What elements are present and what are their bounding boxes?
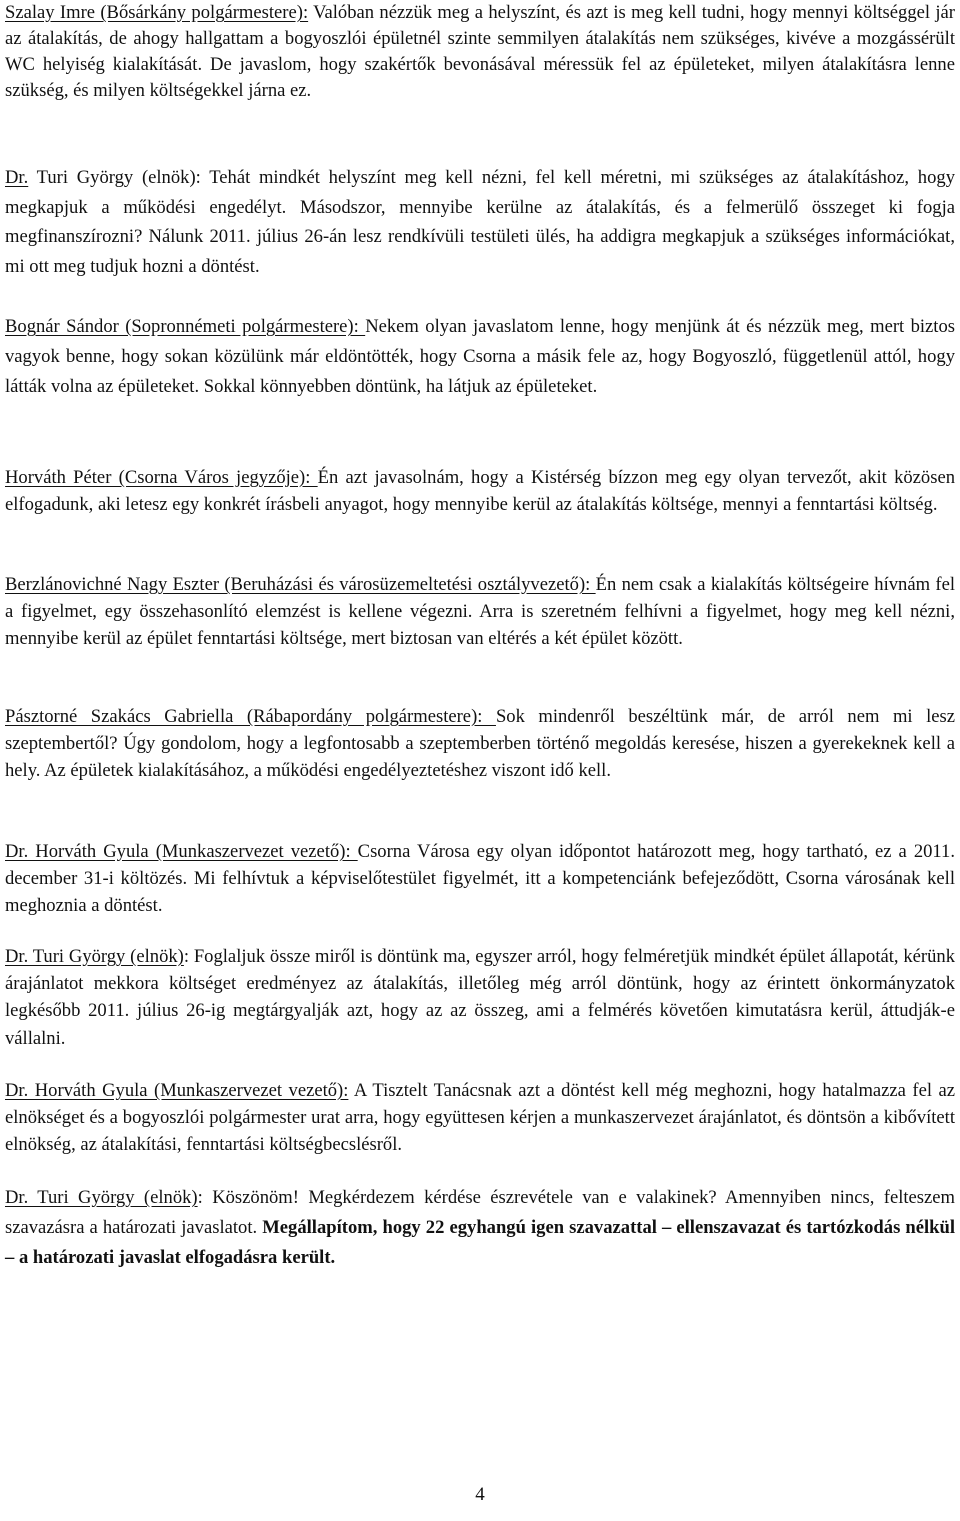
paragraph-text: Turi György (elnök): Tehát mindkét helyszínt meg kell nézni, fel kell méretni, mi szükséges az átalakításhoz, hogy megkapjuk a működési engedélyt. Másodszor, mennyibe kerülne az átalakítás, és a felmerülő összeget ki fogja megfinanszírozni? Nálunk 2011. július 26-án lesz rendkívüli testületi ülés, ha addigra megkapjuk a szükséges információkat, mi ott meg tudjuk hozni a döntést.: [5, 167, 955, 277]
speaker-name: Bognár Sándor (Sopronnémeti polgármestere):: [5, 316, 366, 337]
paragraph-turi-gyorgy-3: [5, 1183, 955, 1273]
speaker-name: Dr. Horváth Gyula (Munkaszervezet vezető):: [5, 841, 358, 862]
resolution-statement: Megállapítom, hogy 22 egyhangú igen szavazattal – ellenszavazat és tartózkodás nélkül – a határozati javaslat elfogadásra került.: [5, 1217, 955, 1268]
paragraph-horvath-peter: [5, 464, 955, 518]
speaker-name: Dr. Horváth Gyula (Munkaszervezet vezető):: [5, 1080, 349, 1101]
speaker-name: Dr.: [5, 167, 29, 188]
speaker-name: Berzlánovichné Nagy Eszter (Beruházási és városüzemeltetési osztályvezető):: [5, 574, 596, 595]
page-number: 4: [475, 1484, 485, 1505]
paragraph-text: Én azt javasolnám, hogy a Kistérség bízzon meg egy olyan tervezőt, akit közösen elfogadunk, aki letesz egy konkrét írásbeli anyagot, hogy mennyibe kerül az átalakítás költsége, mennyi a fenntartási költség.: [5, 467, 956, 516]
paragraph-text: Csorna Városa egy olyan időpontot határozott meg, hogy tartható, ez a 2011. december 31-i költözés. Mi felhívtuk a képviselőtestület figyelmét, itt a kompetenciánk befejeződött, Csorna városának kell meghoznia a döntést.: [5, 841, 955, 917]
speaker-name: Dr. Turi György (elnök): [5, 946, 184, 967]
speaker-name: Szalay Imre (Bősárkány polgármestere):: [5, 2, 309, 23]
paragraph-text: Nekem olyan javaslatom lenne, hogy menjünk át és nézzük meg, mert biztos vagyok benne, hogy sokan közülünk már eldöntötték, hogy Csorna a másik fele az, hogy Bogyoszló, függetlenül attól, hogy látták volna az épületeket. Sokkal könnyebben döntünk, ha látjuk az épületeket.: [5, 316, 955, 397]
paragraph-text: Sok mindenről beszéltünk már, de arról nem mi lesz szeptembertől? Úgy gondolom, hogy a legfontosabb a szeptemberben történő megoldás keresése, hiszen a gyerekeknek kell a hely. Az épületek kialakításához, a működési engedélyeztetéshez viszont idő kell.: [5, 706, 955, 782]
speaker-name: Dr. Turi György (elnök): [5, 1187, 198, 1208]
paragraph-horvath-gyula-1: [5, 838, 955, 920]
paragraph-pasztorne: [5, 703, 955, 785]
paragraph-turi-gyorgy-1: [5, 163, 955, 281]
speaker-name: Horváth Péter (Csorna Város jegyzője):: [5, 467, 318, 488]
paragraph-text: Én nem csak a kialakítás költségeire hívnám fel a figyelmet, egy összehasonlító elemzést is kellene végezni. Arra is szeretném felhívni a figyelmet, hogy meg kell nézni, mennyibe kerül az épület fenntartási költsége, mert biztosan van eltérés a két épület között.: [5, 574, 955, 650]
paragraph-szalay-imre: [5, 0, 955, 104]
paragraph-text: : Köszönöm! Megkérdezem kérdése észrevétele van e valakinek? Amennyiben nincs, felteszem szavazásra a határozati javaslatot.: [5, 1187, 955, 1238]
paragraph-text: Valóban nézzük meg a helyszínt, és azt is meg kell tudni, hogy mennyi költséggel jár az átalakítás, de ahogy hallgattam a bogyoszlói épületnél szinte semmilyen átalakítás nem szükséges, kivéve a mozgássérült WC helyiség kialakítását. De javaslom, hogy szakértők bevonásával méressük fel az épületeket, milyen átalakításra lenne szükség, és milyen költségekkel járna ez.: [5, 2, 955, 101]
paragraph-horvath-gyula-2: [5, 1077, 955, 1159]
paragraph-berzlanovichne: [5, 571, 955, 653]
paragraph-text: A Tisztelt Tanácsnak azt a döntést kell még meghozni, hogy hatalmazza fel az elnökséget és a bogyoszlói polgármester urat arra, hogy együttesen kérjen a munkaszervezet árajánlatot, és döntsön a kibővített elnökség, az átalakítási, fenntartási költségbecslésről.: [5, 1080, 955, 1156]
paragraph-text: : Foglaljuk össze miről is döntünk ma, egyszer arról, hogy felméretjük mindkét épület állapotát, kérünk árajánlatot mekkora költséget eredményez az átalakítás, illetőleg még arról döntünk, hogy az érintett önkormányzatok legkésőbb 2011. július 26-ig megtárgyalják azt, hogy az az összeg, ami a felmérés követően kimutatásra kerül, áttudják-e vállalni.: [5, 946, 955, 1049]
paragraph-turi-gyorgy-2: [5, 943, 955, 1052]
paragraph-bognar-sandor: [5, 312, 955, 401]
speaker-name: Pásztorné Szakács Gabriella (Rábapordány polgármestere):: [5, 706, 496, 727]
